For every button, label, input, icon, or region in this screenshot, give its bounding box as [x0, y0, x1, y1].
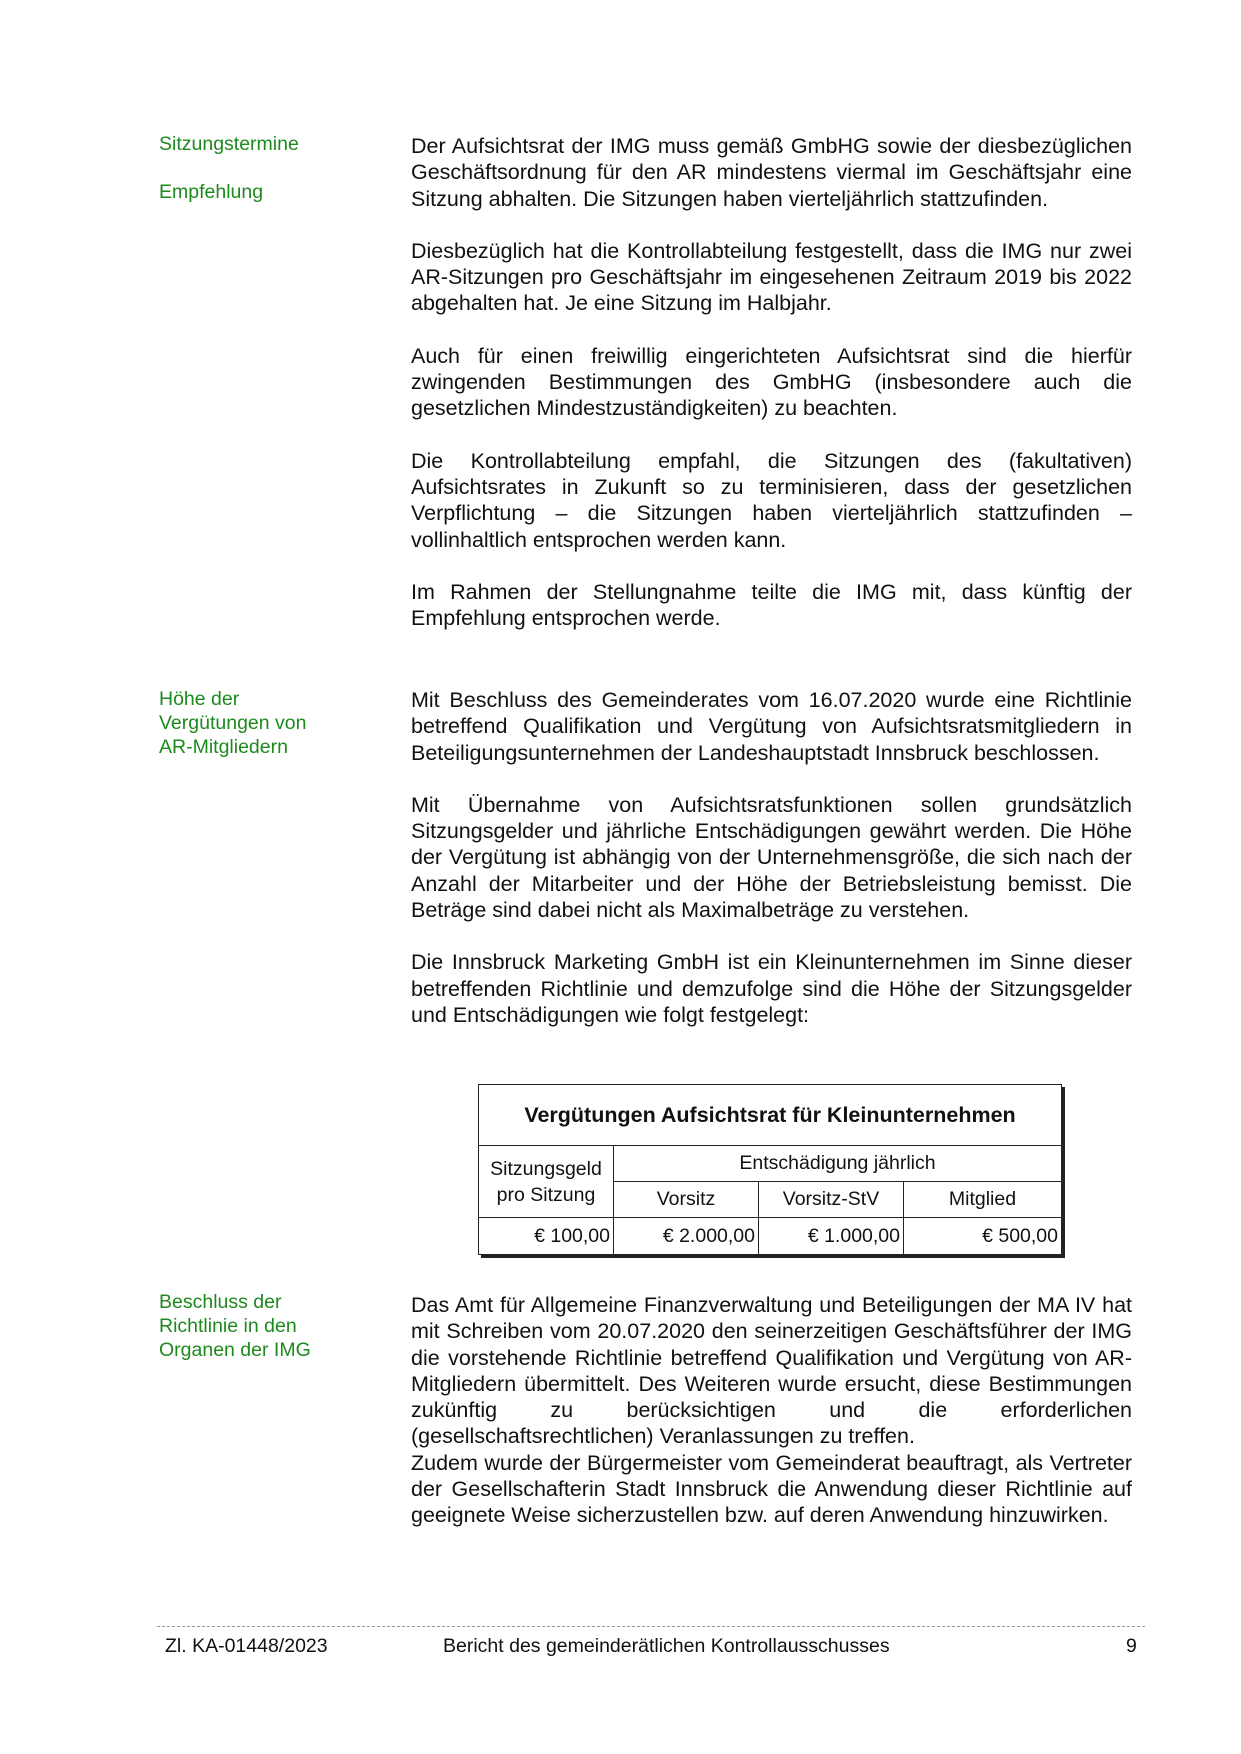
footer-page-number: 9 — [1126, 1635, 1137, 1657]
margin-note-hoehe — [159, 687, 369, 759]
table-header-mitglied: Mitglied — [904, 1182, 1062, 1218]
margin-note-line: AR-Mitgliedern — [159, 736, 288, 758]
table-header-line: pro Sitzung — [496, 1183, 596, 1206]
body-section-beschluss — [411, 1292, 1132, 1529]
margin-note-empfehlung: Empfehlung — [159, 181, 264, 203]
paragraph: Mit Beschluss des Gemeinderates vom 16.07.2020 wurde eine Richtlinie betreffend Qualifikation und Vergütung von Aufsichtsratsmitgliedern in Beteiligungsunternehmen der Landeshauptstadt Innsbruck beschlossen. — [411, 688, 1132, 765]
body-section-sitzungen — [411, 133, 1132, 631]
paragraph: Die Kontrollabteilung empfahl, die Sitzungen des (fakultativen) Aufsichtsrates in Zukunft so zu terminisieren, dass der gesetzlichen Verpflichtung – die Sitzungen haben vierteljährlich stattzufinden – vollinhaltlich entsprochen werden kann. — [411, 448, 1132, 552]
margin-note-line: Höhe der — [159, 688, 240, 710]
margin-note-line: Beschluss der — [159, 1291, 282, 1313]
table-header-vorsitz-stv: Vorsitz-StV — [759, 1182, 904, 1218]
table-header-entschaedigung: Entschädigung jährlich — [614, 1146, 1062, 1182]
body-section-verguetungen — [411, 687, 1132, 1028]
table-cell: € 1.000,00 — [759, 1218, 904, 1255]
table-header-vorsitz: Vorsitz — [614, 1182, 759, 1218]
margin-note-beschluss — [159, 1290, 369, 1362]
paragraph: Der Aufsichtsrat der IMG muss gemäß GmbHG sowie der diesbezüglichen Geschäftsordnung für den AR mindestens viermal im Geschäftsjahr eine Sitzung abhalten. Die Sitzungen haben vierteljährlich stattzufinden. — [411, 134, 1132, 211]
paragraph: Im Rahmen der Stellungnahme teilte die IMG mit, dass künftig der Empfehlung entsprochen werde. — [411, 579, 1132, 631]
footer-title: Bericht des gemeinderätlichen Kontrollausschusses — [443, 1635, 890, 1657]
table-header-line: Sitzungsgeld — [490, 1157, 602, 1180]
footer-divider — [157, 1626, 1145, 1627]
table-cell: € 100,00 — [479, 1218, 614, 1255]
paragraph: Die Innsbruck Marketing GmbH ist ein Kleinunternehmen im Sinne dieser betreffenden Richtlinie und demzufolge sind die Höhe der Sitzungsgelder und Entschädigungen wie folgt festgelegt: — [411, 950, 1132, 1027]
margin-note-line: Richtlinie in den — [159, 1315, 297, 1337]
table-title: Vergütungen Aufsichtsrat für Kleinunternehmen — [479, 1085, 1062, 1146]
margin-note-line: Organen der IMG — [159, 1339, 311, 1361]
table-cell: € 2.000,00 — [614, 1218, 759, 1255]
paragraph: Zudem wurde der Bürgermeister vom Gemeinderat beauftragt, als Vertreter der Gesellschafterin Stadt Innsbruck die Anwendung dieser Richtlinie auf geeignete Weise sicherzustellen bzw. auf deren Anwendung hinzuwirken. — [411, 1450, 1132, 1528]
table-cell: € 500,00 — [904, 1218, 1062, 1255]
verguetung-table-wrap — [478, 1084, 1062, 1262]
footer-reference: Zl. KA-01448/2023 — [165, 1635, 328, 1657]
paragraph: Das Amt für Allgemeine Finanzverwaltung und Beteiligungen der MA IV hat mit Schreiben vom 20.07.2020 den seinerzeitigen Geschäftsführer der IMG die vorstehende Richtlinie betreffend Qualifikation und Vergütung von AR-Mitgliedern übermittelt. Des Weiteren wurde ersucht, diese Bestimmungen zukünftig zu berücksichtigen und die erforderlichen (gesellschaftsrechtlichen) Veranlassungen zu treffen. — [411, 1293, 1132, 1449]
verguetung-table — [478, 1084, 1062, 1255]
paragraph: Diesbezüglich hat die Kontrollabteilung festgestellt, dass die IMG nur zwei AR-Sitzungen pro Geschäftsjahr im eingesehenen Zeitraum 2019 bis 2022 abgehalten hat. Je eine Sitzung im Halbjahr. — [411, 238, 1132, 316]
paragraph: Auch für einen freiwillig eingerichteten Aufsichtsrat sind die hierfür zwingenden Bestimmungen des GmbHG (insbesondere auch die gesetzlichen Mindestzuständigkeiten) zu beachten. — [411, 343, 1132, 421]
margin-note-sitzungstermine: Sitzungstermine — [159, 133, 299, 155]
margin-note-line: Vergütungen von — [159, 712, 307, 734]
table-header-sitzungsgeld — [479, 1146, 614, 1218]
paragraph: Mit Übernahme von Aufsichtsratsfunktionen sollen grundsätzlich Sitzungsgelder und jährliche Entschädigungen gewährt werden. Die Höhe der Vergütung ist abhängig von der Unternehmensgröße, die sich nach der Anzahl der Mitarbeiter und der Höhe der Betriebsleistung bemisst. Die Beträge sind dabei nicht als Maximalbeträge zu verstehen. — [411, 792, 1132, 923]
